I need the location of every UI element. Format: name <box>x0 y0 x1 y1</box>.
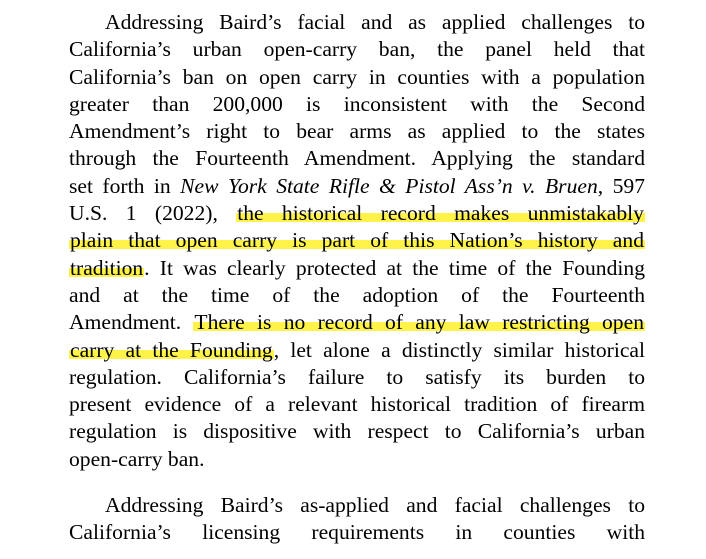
text-line: through the Fourteenth Amendment. Applying the standard <box>69 146 645 171</box>
paragraph-2 <box>69 492 645 547</box>
paragraph-1 <box>69 9 645 473</box>
text-line <box>69 173 645 200</box>
highlighted-text: There is no record of any law restricting open <box>194 310 644 335</box>
text-line: regulation is dispositive with respect to California’s urban <box>69 419 645 444</box>
text-line <box>69 255 645 282</box>
highlighted-text: tradition <box>70 255 144 280</box>
highlighted-text: plain that open carry is part of this Nation’s history and <box>70 228 644 253</box>
text-line: California’s ban on open carry in counties with a population <box>69 64 645 89</box>
text-line <box>69 337 645 364</box>
text-line <box>69 309 645 336</box>
highlighted-text: carry at the Founding <box>70 337 273 362</box>
text-segment: Amendment. <box>69 310 194 335</box>
text-segment: , 597 <box>597 173 645 198</box>
text-line <box>69 227 645 254</box>
text-line: open-carry ban. <box>69 446 205 471</box>
highlighted-text: the historical record makes unmistakably <box>237 201 644 226</box>
text-line: California’s urban open-carry ban, the panel held that <box>69 37 645 62</box>
text-segment: U.S. 1 (2022), <box>69 201 237 226</box>
text-segment: , let alone a distinctly similar historical <box>273 337 645 362</box>
text-segment: set forth in <box>69 173 181 198</box>
text-line: and at the time of the adoption of the Fourteenth <box>69 282 645 307</box>
text-line: Amendment’s right to bear arms as applied to the states <box>69 119 645 144</box>
text-segment: . It was clearly protected at the time of the Founding <box>144 255 645 280</box>
text-line <box>69 200 645 227</box>
text-line: California’s licensing requirements in counties with <box>69 520 645 545</box>
text-line: greater than 200,000 is inconsistent with the Second <box>69 91 645 116</box>
text-line: Addressing Baird’s facial and as applied challenges to <box>105 10 645 34</box>
text-line: present evidence of a relevant historical tradition of firearm <box>69 392 645 417</box>
case-citation: New York State Rifle & Pistol Ass’n v. Bruen <box>180 173 598 198</box>
text-line: Addressing Baird’s as-applied and facial challenges to <box>105 493 645 517</box>
text-line: regulation. California’s failure to satisfy its burden to <box>69 364 645 389</box>
